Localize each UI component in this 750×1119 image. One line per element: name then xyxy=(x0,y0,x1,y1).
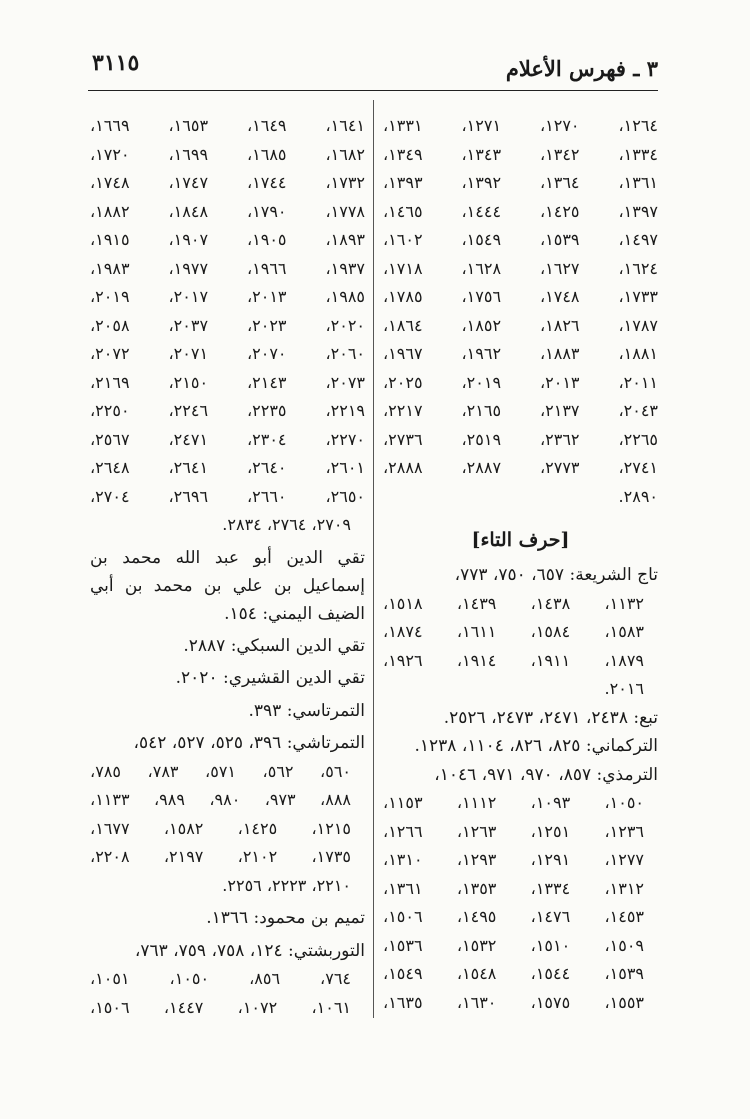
page-ref: ١٧٣٣، xyxy=(618,287,658,306)
page-ref: ١٣٣١، xyxy=(383,116,423,135)
page-ref: ١٦٧٧، xyxy=(90,818,130,838)
page-ref: ٢١٤٣، xyxy=(246,372,287,392)
page-ref: ١٩٦٦، xyxy=(246,258,287,278)
page-ref: ٢١٥٠، xyxy=(168,372,209,392)
entry-taqi-al-din-yamani: تقي الدين أبو عبد الله محمد بن إسماعيل بن علي بن محمد بن أبي الضيف اليمني: ١٥٤. xyxy=(90,547,365,624)
page-ref: ١١٣٢، xyxy=(604,593,644,613)
page-ref: ٢٣٦٢، xyxy=(539,429,580,449)
index-row xyxy=(383,255,658,284)
page-ref: ١٧٣٥، xyxy=(311,847,351,866)
page-ref: ١٥٨٤، xyxy=(530,622,571,641)
page-ref: ١٥٣٩، xyxy=(539,230,580,249)
page-ref: ٢٠٢٥، xyxy=(383,372,423,392)
page-ref: ٢٨٨٧، xyxy=(461,458,502,477)
page-ref: ١٦٨٢، xyxy=(325,144,365,164)
page-ref: ٢٢٤٦، xyxy=(168,401,209,420)
page-ref: ١٨٦٤، xyxy=(383,315,423,335)
page-ref: ١٩٦٢، xyxy=(461,344,502,363)
page-ref: ٢٠١٧، xyxy=(168,287,209,306)
page-ref: ١٦٢٨، xyxy=(461,258,502,278)
page-ref: ٩٧٣، xyxy=(264,790,296,809)
page-ref: ٨٥٦، xyxy=(249,969,281,988)
index-row xyxy=(383,903,658,932)
page-ref: ١٧٣٢، xyxy=(325,173,365,192)
page-ref: ٢٠٧٠، xyxy=(246,344,287,363)
page-ref: ١٩١٥، xyxy=(90,230,130,249)
page-ref: ١٢٦٦، xyxy=(383,821,423,841)
section-heading-taa: [حرف التاء] xyxy=(471,529,570,551)
page-ref: ٢١٩٧، xyxy=(163,847,204,866)
index-row xyxy=(90,141,365,170)
index-row xyxy=(383,618,658,647)
page-ref: ٧٨٣، xyxy=(147,761,179,781)
page-ref: ٢٠٧١، xyxy=(168,344,209,363)
page-ref: ١٧٨٧، xyxy=(618,315,658,335)
index-row xyxy=(90,786,365,815)
page-ref: ٢٠٦٠، xyxy=(325,344,365,363)
index-row xyxy=(383,846,658,875)
page-ref: ١٤٤٤، xyxy=(461,201,502,221)
page-ref: ١٩٠٧، xyxy=(168,230,209,249)
index-row xyxy=(90,815,365,844)
index-row xyxy=(90,169,365,198)
index-row xyxy=(383,960,658,989)
entry-taqi-al-din-subki: تقي الدين السبكي: ٢٨٨٧. xyxy=(183,635,365,656)
page-ref: ١٩١١، xyxy=(530,650,571,670)
page-ref: ٢٠٣٧، xyxy=(168,315,209,335)
page-ref: ١٣١٠، xyxy=(383,850,423,869)
page-ref: ١٢٥١، xyxy=(530,821,571,841)
page-ref: ١٠٦١، xyxy=(311,997,351,1017)
entry-taj-al-sharia xyxy=(383,561,658,704)
page-ref: ١٥٨٣، xyxy=(604,622,644,641)
page-ref: ١٢٩١، xyxy=(530,850,571,869)
page-ref: ١٧١٨، xyxy=(383,258,423,278)
page-ref: ١٠٩٣، xyxy=(530,793,571,812)
page-ref: ١٨٤٨، xyxy=(168,201,209,221)
page-ref: ١٥١٠، xyxy=(530,935,571,955)
page-ref: ١١٣٣، xyxy=(90,790,130,809)
page-ref: ٢٠١٣، xyxy=(539,372,580,392)
index-row xyxy=(383,141,658,170)
page-ref: ١٧٨٥، xyxy=(383,287,423,306)
page-ref: ١٥٠٦، xyxy=(90,997,130,1017)
page-ref: ١٩٨٣، xyxy=(90,258,130,278)
page-ref: ١٥٧٥، xyxy=(530,992,571,1012)
page-ref: ٢٢١٩، xyxy=(325,401,365,420)
page-ref: ٢٠٧٣، xyxy=(325,372,365,392)
index-row xyxy=(383,426,658,455)
index-row xyxy=(383,169,658,198)
page-ref: ١٥٣٩، xyxy=(604,964,644,983)
page-ref: ١٣٩٣، xyxy=(383,173,423,192)
page-ref: ٢١٠٢، xyxy=(237,847,278,866)
page-ref: ١٣٣٤، xyxy=(530,878,571,898)
page-ref: ١٧٥٦، xyxy=(461,287,502,306)
page-ref: ١٨٧٩، xyxy=(604,650,644,670)
page-ref: ٢١٣٧، xyxy=(539,401,580,420)
page-ref: ٢٠١٩، xyxy=(461,372,502,392)
page-ref: ٨٨٨، xyxy=(320,790,351,809)
page-ref: ١٥٤٩، xyxy=(461,230,502,249)
page-ref: ٥٦٢، xyxy=(262,761,294,781)
page-ref: ١٧٤٤، xyxy=(246,173,287,192)
index-number-grid xyxy=(90,112,365,540)
column-divider xyxy=(373,100,374,1018)
page-ref: ١٩٣٧، xyxy=(325,258,365,278)
index-row xyxy=(383,789,658,818)
page-ref: ١٥٠٩، xyxy=(604,935,644,955)
page-header xyxy=(88,50,658,91)
index-row xyxy=(383,312,658,341)
page-ref: ٢٦٥٠، xyxy=(325,486,365,506)
entry-head: تاج الشريعة: ٦٥٧، ٧٥٠، ٧٧٣، xyxy=(454,565,658,585)
entry-turbushti xyxy=(90,937,365,1023)
index-row xyxy=(90,226,365,255)
page-ref: ١٨٢٦، xyxy=(539,315,580,335)
page-ref: ١٧٤٨، xyxy=(90,173,130,192)
page-ref: ٢٠٢٠، xyxy=(325,315,365,335)
page-ref: ٢٠٤٣، xyxy=(618,401,658,420)
page-ref: ٧٦٤، xyxy=(320,969,351,988)
page-ref: ١٦٨٥، xyxy=(246,144,287,164)
page-ref: ١٤٦٥، xyxy=(383,201,423,221)
page-number: ٣١١٥ xyxy=(92,50,140,76)
index-row xyxy=(383,226,658,255)
page-ref: ٢٦٩٦، xyxy=(168,486,209,506)
page-ref: ١٩٢٦، xyxy=(383,650,423,670)
page-ref: ١٣١٢، xyxy=(604,878,644,898)
page-ref: ١٢٩٣، xyxy=(456,850,497,869)
page-ref: ١٣٩٢، xyxy=(461,173,502,192)
page-ref: ١٤٣٨، xyxy=(530,593,571,613)
page-ref: ١٥٤٨، xyxy=(456,964,497,983)
page-ref: ٢٠١١، xyxy=(618,372,658,392)
index-row xyxy=(90,198,365,227)
entry-head: الترمذي: ٨٥٧، ٩٧٠، ٩٧١، ١٠٤٦، xyxy=(434,764,658,785)
page-ref: ١٠٥٠، xyxy=(604,793,644,812)
page-ref: ١٨٩٣، xyxy=(325,230,365,249)
index-row xyxy=(90,994,365,1023)
page-ref: ٢٦٦٠، xyxy=(246,486,287,506)
entry-tirmidhi xyxy=(383,761,658,1018)
page-ref: ١٩١٤، xyxy=(456,650,497,670)
page-ref: ١٦٣٥، xyxy=(383,992,423,1012)
index-tail: ٢٠١٦. xyxy=(604,679,644,698)
page-ref: ٢٥١٩، xyxy=(461,429,502,449)
page-ref: ٢٦٤١، xyxy=(168,458,209,477)
page-ref: ١٩٨٥، xyxy=(325,287,365,306)
entry-head: التمرتاشي: ٣٩٦، ٥٢٥، ٥٢٧، ٥٤٢، xyxy=(133,733,365,753)
index-row xyxy=(383,369,658,398)
entry-timirtasi: التمرتاسي: ٣٩٣. xyxy=(248,700,365,721)
page-ref: ١٣٦٤، xyxy=(539,173,580,192)
page-ref: ٢٠١٣، xyxy=(246,287,287,306)
index-row xyxy=(90,255,365,284)
page-ref: ١٣٩٧، xyxy=(618,201,658,221)
page-ref: ٢١٦٥، xyxy=(461,401,502,420)
page-ref: ٢٨٨٨، xyxy=(383,458,423,477)
index-tail: ٢٢١٠، ٢٢٢٣، ٢٢٥٦. xyxy=(222,875,351,895)
page-ref: ١٢٦٤، xyxy=(618,116,658,135)
entry-turkmani: التركماني: ٨٢٥، ٨٢٦، ١١٠٤، ١٢٣٨. xyxy=(414,736,658,756)
page-ref: ٢٣٠٤، xyxy=(246,429,287,449)
index-row xyxy=(383,989,658,1018)
page-ref: ١٣٣٤، xyxy=(618,144,658,164)
page-ref: ٢٦٠١، xyxy=(325,458,365,477)
page-ref: ١٢٧٧، xyxy=(604,850,644,869)
entry-tubba: تبع: ٢٤٣٨، ٢٤٧١، ٢٤٧٣، ٢٥٢٦. xyxy=(443,707,658,728)
page-ref: ٢٢٠٨، xyxy=(90,847,130,866)
index-tail: ٢٧٠٩، ٢٧٦٤، ٢٨٣٤. xyxy=(222,515,351,534)
index-row xyxy=(90,843,365,872)
page-ref: ٢٢٥٠، xyxy=(90,401,130,420)
page-ref: ١٦٣٠، xyxy=(456,992,497,1012)
index-row xyxy=(383,590,658,619)
index-row xyxy=(90,283,365,312)
index-row xyxy=(90,965,365,994)
entry-timirtashi xyxy=(90,729,365,900)
page-ref: ١٧٢٠، xyxy=(90,144,130,164)
page-ref: ٢٠١٩، xyxy=(90,287,130,306)
page-ref: ١١١٢، xyxy=(456,793,497,812)
page-ref: ١٨٧٤، xyxy=(383,622,423,641)
index-row xyxy=(90,758,365,787)
page-ref: ١٦٠٢، xyxy=(383,230,423,249)
page-ref: ٢٧٠٤، xyxy=(90,486,130,506)
page-ref: ١٤٢٥، xyxy=(539,201,580,221)
page-ref: ١٧٤٨، xyxy=(539,287,580,306)
index-row xyxy=(90,312,365,341)
page-ref: ١٦٩٩، xyxy=(168,144,209,164)
page-ref: ١٠٥١، xyxy=(90,969,130,988)
index-tail: ٢٨٩٠. xyxy=(618,486,658,506)
page-ref: ٧٨٥، xyxy=(90,761,121,781)
page-ref: ١٥٥٣، xyxy=(604,992,644,1012)
page-ref: ١٣٦١، xyxy=(618,173,658,192)
page-ref: ١٢٧١، xyxy=(461,116,502,135)
index-row xyxy=(90,397,365,426)
running-title: ٣ ـ فهرس الأعلام xyxy=(505,56,658,81)
page-ref: ٢٦٤٠، xyxy=(246,458,287,477)
page-ref: ١٧٩٠، xyxy=(246,201,287,221)
page-ref: ١٣٤٩، xyxy=(383,144,423,164)
page-ref: ٢٢٦٥، xyxy=(618,429,658,449)
page-ref: ٢٧٤١، xyxy=(618,458,658,477)
page-ref: ١٣٥٣، xyxy=(456,878,497,898)
page-ref: ١٤٣٩، xyxy=(456,593,497,613)
page-ref: ١٠٥٠، xyxy=(169,969,210,988)
page-ref: ١٤٧٦، xyxy=(530,907,571,926)
page-ref: ١٠٧٢، xyxy=(237,997,278,1017)
index-row xyxy=(383,198,658,227)
page-ref: ١٦٤٩، xyxy=(246,116,287,135)
page-ref: ١٢٣٦، xyxy=(604,821,644,841)
left-column xyxy=(90,112,365,1022)
right-column xyxy=(383,112,658,1017)
index-number-grid xyxy=(383,112,658,511)
page-ref: ٢٤٧١، xyxy=(168,429,209,449)
page-ref: ٢٧٣٦، xyxy=(383,429,423,449)
page-ref: ١٤٩٥، xyxy=(456,907,497,926)
page-ref: ٢٦٤٨، xyxy=(90,458,130,477)
page-ref: ١٩٠٥، xyxy=(246,230,287,249)
page-ref: ٢٠٢٣، xyxy=(246,315,287,335)
page-ref: ١٥٣٢، xyxy=(456,935,497,955)
page-ref: ١٤٤٧، xyxy=(163,997,204,1017)
page-ref: ١٦٥٣، xyxy=(168,116,209,135)
page-ref: ١٨٨٣، xyxy=(539,344,580,363)
page-ref: ١٦٢٧، xyxy=(539,258,580,278)
page-ref: ٢٢٧٠، xyxy=(325,429,365,449)
page-ref: ٢٢٣٥، xyxy=(246,401,287,420)
page-ref: ١٢٧٠، xyxy=(539,116,580,135)
index-row xyxy=(90,369,365,398)
page-ref: ١٣٤٣، xyxy=(461,144,502,164)
index-row xyxy=(383,112,658,141)
page-ref: ١٧٤٧، xyxy=(168,173,209,192)
page-ref: ١٦٤١، xyxy=(325,116,365,135)
page-ref: ٢٧٧٣، xyxy=(539,458,580,477)
entry-tamim: تميم بن محمود: ١٣٦٦. xyxy=(206,908,365,928)
page-ref: ٢٥٦٧، xyxy=(90,429,130,449)
page-ref: ١٥٣٦، xyxy=(383,935,423,955)
entry-head: التوربشتي: ١٢٤، ٧٥٨، ٧٥٩، ٧٦٣، xyxy=(134,940,365,961)
index-row xyxy=(383,454,658,483)
index-row xyxy=(90,112,365,141)
page-ref: ١٩٧٧، xyxy=(168,258,209,278)
index-row xyxy=(90,426,365,455)
page-ref: ٩٨٩، xyxy=(153,790,185,809)
index-row xyxy=(383,818,658,847)
page-ref: ٢٢١٧، xyxy=(383,401,423,420)
index-row xyxy=(90,340,365,369)
page-ref: ١٥٨٢، xyxy=(163,818,204,838)
page-ref: ٢٠٧٢، xyxy=(90,344,130,363)
index-row xyxy=(90,454,365,483)
page-ref: ١٥٠٦، xyxy=(383,907,423,926)
page-ref: ١٢٦٣، xyxy=(456,821,497,841)
page-ref: ١٦٢٤، xyxy=(618,258,658,278)
index-row xyxy=(383,875,658,904)
index-row xyxy=(383,340,658,369)
index-row xyxy=(383,283,658,312)
index-row xyxy=(383,397,658,426)
page-ref: ١٧٧٨، xyxy=(325,201,365,221)
index-row xyxy=(383,647,658,676)
page-ref: ١٢١٥، xyxy=(311,818,351,838)
page-ref: ٩٨٠، xyxy=(209,790,241,809)
page-ref: ١٣٦١، xyxy=(383,878,423,898)
page-ref: ١٤٩٧، xyxy=(618,230,658,249)
page-ref: ١٤٢٥، xyxy=(237,818,278,838)
page-ref: ١٦١١، xyxy=(456,622,497,641)
page-ref: ٢٠٥٨، xyxy=(90,315,130,335)
page-ref: ١٨٨١، xyxy=(618,344,658,363)
page-ref: ١٨٨٢، xyxy=(90,201,130,221)
page-ref: ١١٥٣، xyxy=(383,793,423,812)
page-ref: ٥٧١، xyxy=(205,761,236,781)
page-ref: ١٥٤٤، xyxy=(530,964,571,983)
page-ref: ١٤٥٣، xyxy=(604,907,644,926)
entry-taqi-al-din-qushayri: تقي الدين القشيري: ٢٠٢٠. xyxy=(175,668,365,688)
page-ref: ١٥٤٩، xyxy=(383,964,423,983)
page-ref: ١٣٤٢، xyxy=(539,144,580,164)
page-ref: ١٦٦٩، xyxy=(90,116,130,135)
page-ref: ١٨٥٢، xyxy=(461,315,502,335)
index-row xyxy=(90,483,365,512)
index-row xyxy=(383,932,658,961)
page-ref: ١٥١٨، xyxy=(383,593,423,613)
page-ref: ٢١٦٩، xyxy=(90,372,130,392)
page-ref: ٥٦٠، xyxy=(320,761,351,781)
page-ref: ١٩٦٧، xyxy=(383,344,423,363)
